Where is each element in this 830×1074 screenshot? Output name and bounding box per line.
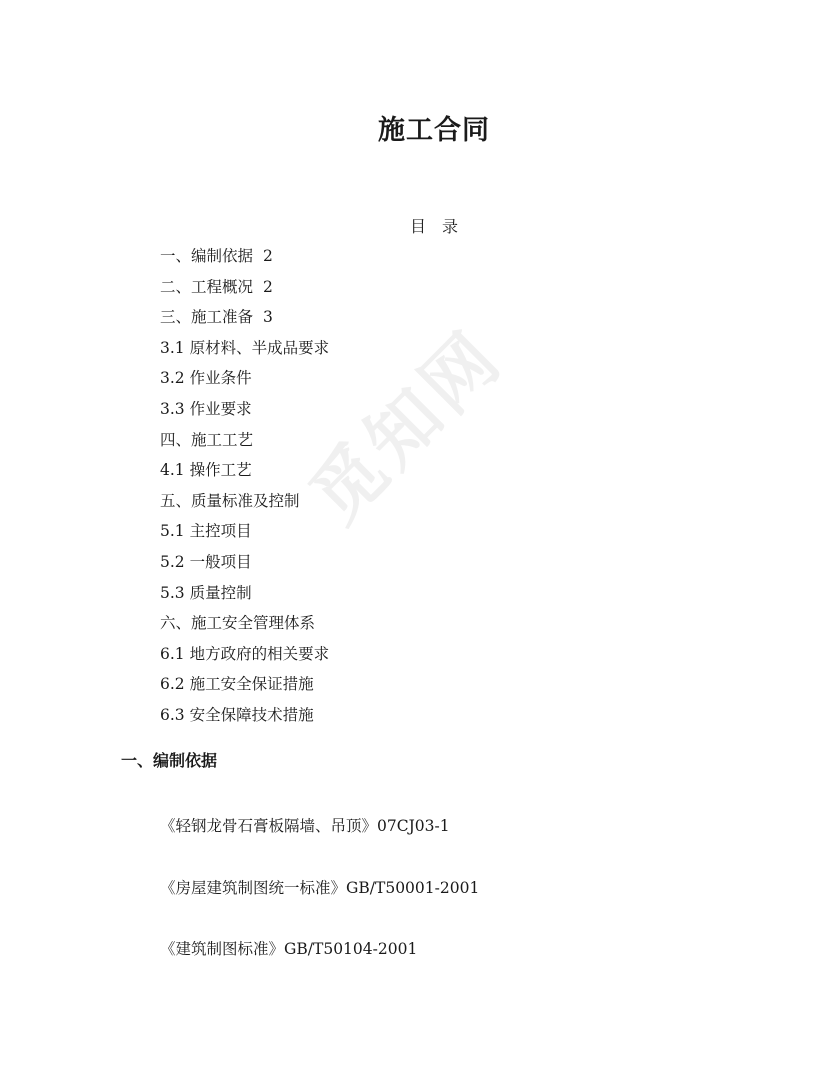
toc-item-label: 5.3 质量控制 — [160, 583, 252, 602]
toc-item[interactable] — [160, 302, 329, 333]
toc-item[interactable] — [160, 363, 329, 394]
reference-item: 《轻钢龙骨石膏板隔墙、吊顶》07CJ03-1 — [160, 817, 450, 835]
toc-item-label: 一、编制依据 — [160, 247, 254, 265]
table-of-contents — [160, 241, 329, 731]
section-heading: 一、编制依据 — [121, 751, 218, 770]
toc-item[interactable] — [160, 486, 329, 517]
toc-item-label: 六、施工安全管理体系 — [160, 614, 316, 633]
toc-item-label: 四、施工工艺 — [160, 430, 254, 449]
toc-item[interactable] — [160, 455, 329, 486]
reference-list — [160, 812, 479, 997]
toc-heading: 目 录 — [409, 217, 458, 236]
toc-item-label: 6.1 地方政府的相关要求 — [160, 644, 330, 663]
document-title: 施工合同 — [378, 115, 490, 146]
toc-item-page: 2 — [263, 277, 273, 296]
toc-item[interactable] — [160, 516, 329, 547]
toc-item-label: 4.1 操作工艺 — [160, 461, 252, 480]
toc-item-label: 3.3 作业要求 — [160, 399, 252, 418]
toc-item[interactable] — [160, 272, 329, 303]
toc-item-label: 二、工程概况 — [160, 277, 254, 296]
toc-item[interactable] — [160, 394, 329, 425]
toc-item-page: 2 — [263, 247, 273, 265]
toc-item-label: 五、质量标准及控制 — [160, 491, 300, 510]
toc-item[interactable] — [160, 333, 329, 364]
toc-item[interactable] — [160, 547, 329, 578]
toc-item-label: 5.1 主控项目 — [160, 522, 252, 541]
toc-item-label: 6.3 安全保障技术措施 — [160, 705, 314, 724]
toc-item-label: 三、施工准备 — [160, 308, 254, 327]
toc-item[interactable] — [160, 241, 329, 272]
watermark: 觅知网 — [293, 313, 519, 539]
toc-item-label: 3.2 作业条件 — [160, 369, 252, 388]
toc-item-page: 3 — [263, 308, 273, 327]
toc-item-label: 3.1 原材料、半成品要求 — [160, 338, 330, 357]
toc-item[interactable] — [160, 639, 329, 670]
toc-item[interactable] — [160, 700, 329, 731]
reference-item: 《房屋建筑制图统一标准》GB/T50001-2001 — [160, 878, 480, 897]
toc-item[interactable] — [160, 578, 329, 609]
toc-item-label: 6.2 施工安全保证措施 — [160, 675, 314, 694]
toc-item[interactable] — [160, 608, 329, 639]
toc-item[interactable] — [160, 669, 329, 700]
toc-item[interactable] — [160, 425, 329, 456]
toc-item-label: 5.2 一般项目 — [160, 552, 252, 571]
reference-item: 《建筑制图标准》GB/T50104-2001 — [160, 940, 418, 958]
